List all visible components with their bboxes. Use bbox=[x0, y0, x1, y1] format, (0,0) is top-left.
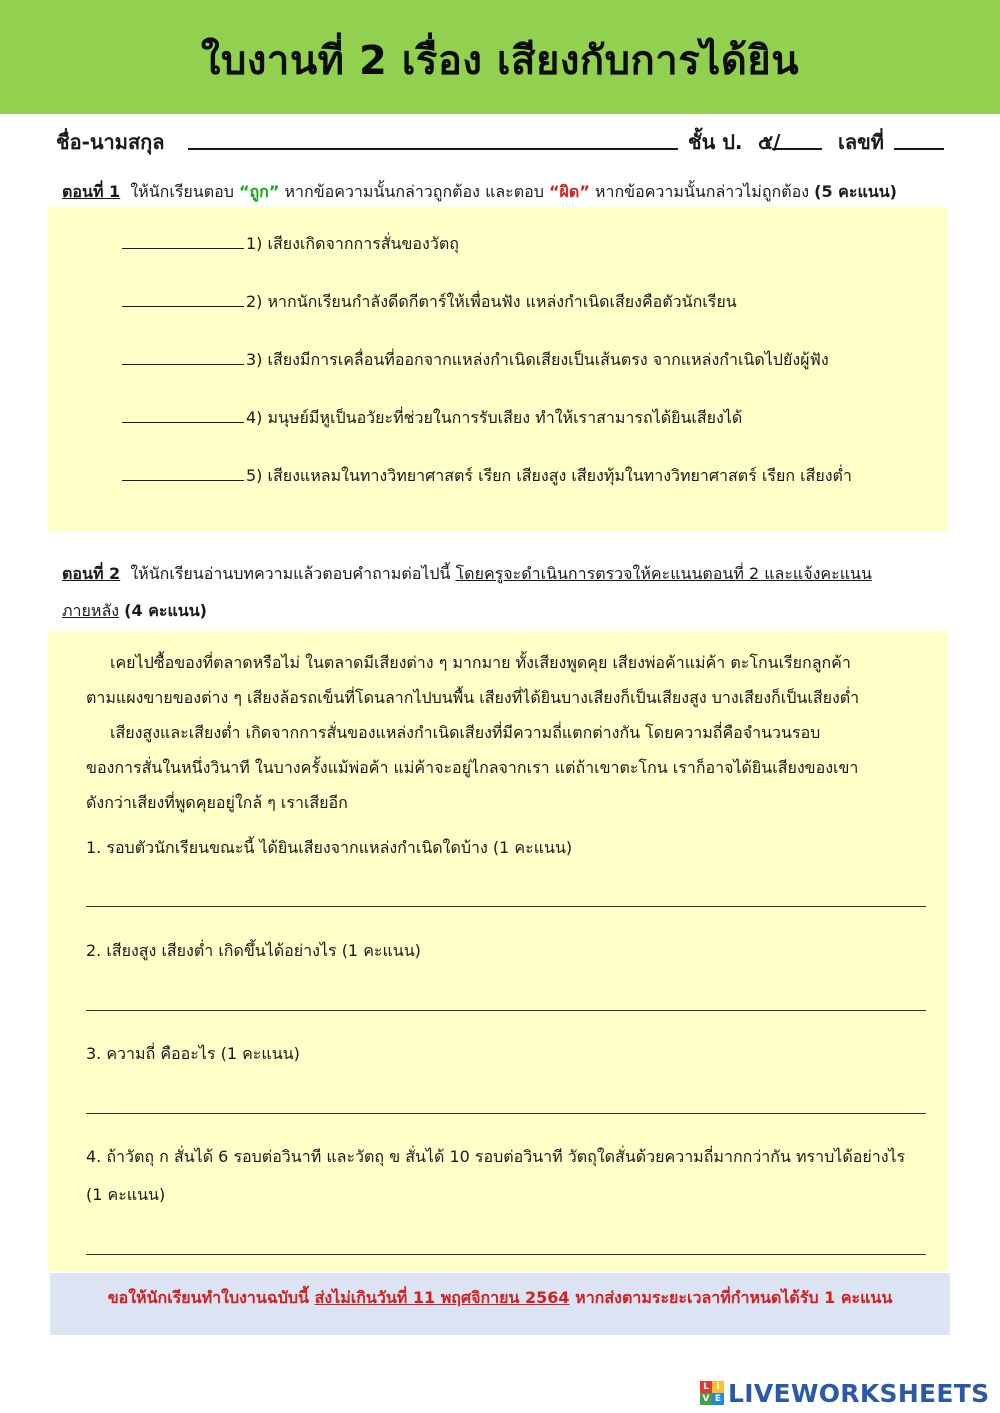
deadline-text-a: ขอให้นักเรียนทำใบงานฉบับนี้ bbox=[107, 1288, 309, 1307]
answer-blank[interactable] bbox=[122, 467, 244, 481]
number-label: เลขที่ bbox=[838, 130, 884, 154]
word-true: “ถูก” bbox=[238, 182, 280, 201]
question-1: 1. รอบตัวนักเรียนขณะนี้ ได้ยินเสียงจากแหล่งกำเนิดใดบ้าง (1 คะแนน) bbox=[86, 838, 573, 857]
question-3: 3. ความถี่ คืออะไร (1 คะแนน) bbox=[86, 1044, 300, 1063]
passage-line: ตามแผงขายของต่าง ๆ เสียงล้อรถเข็นที่โดนลากไปบนพื้น เสียงที่ได้ยินบางเสียงก็เป็นเสียงสูง บางเสียงก็เป็นเสียงต่ำ bbox=[86, 688, 860, 707]
tf-item-text: 2) หากนักเรียนกำลังดีดกีตาร์ให้เพื่อนฟัง แหล่งกำเนิดเสียงคือตัวนักเรียน bbox=[246, 292, 737, 311]
part1-label: ตอนที่ 1 bbox=[62, 182, 121, 201]
passage-line: ดังกว่าเสียงที่พูดคุยอยู่ใกล้ ๆ เราเสียอีก bbox=[86, 793, 348, 812]
deadline-box bbox=[50, 1273, 950, 1335]
liveworksheets-logo-icon bbox=[700, 1381, 724, 1405]
tf-item bbox=[122, 464, 852, 489]
answer-blank[interactable] bbox=[122, 409, 244, 423]
part2-instruction-later: ภายหลัง bbox=[62, 601, 120, 620]
answer-blank[interactable] bbox=[122, 293, 244, 307]
part2-instruction-underlined: โดยครูจะดำเนินการตรวจให้คะแนนตอนที่ 2 และแจ้งคะแนน bbox=[455, 564, 872, 583]
student-info-row bbox=[56, 126, 946, 160]
name-field[interactable] bbox=[188, 148, 678, 150]
part2-heading-line2 bbox=[62, 599, 207, 624]
answer-line-2[interactable] bbox=[86, 1010, 926, 1011]
tf-item-text: 4) มนุษย์มีหูเป็นอวัยะที่ช่วยในการรับเสียง ทำให้เราสามารถได้ยินเสียงได้ bbox=[246, 408, 743, 427]
passage bbox=[86, 645, 926, 820]
brand-name: LIVEWORKSHEETS bbox=[728, 1378, 990, 1408]
question-2: 2. เสียงสูง เสียงต่ำ เกิดขึ้นได้อย่างไร (1 คะแนน) bbox=[86, 941, 421, 960]
deadline-text bbox=[50, 1286, 950, 1311]
logo-letter: i bbox=[712, 1381, 724, 1393]
answer-line-4[interactable] bbox=[86, 1254, 926, 1255]
tf-item-text: 5) เสียงแหลมในทางวิทยาศาสตร์ เรียก เสียงสูง เสียงทุ้มในทางวิทยาศาสตร์ เรียก เสียงต่ำ bbox=[246, 466, 852, 485]
question-4-points: (1 คะแนน) bbox=[86, 1185, 166, 1204]
page-title: ใบงานที่ 2 เรื่อง เสียงกับการได้ยิน bbox=[200, 38, 800, 84]
class-label: ชั้น ป. bbox=[688, 130, 743, 154]
logo-letter: E bbox=[712, 1393, 724, 1405]
part2-heading bbox=[62, 562, 872, 587]
passage-line: เคยไปซื้อของที่ตลาดหรือไม่ ในตลาดมีเสียงต่าง ๆ มากมาย ทั้งเสียงพูดคุย เสียงพ่อค้าแม่ค้า ตะโกนเรียกลูกค้า bbox=[110, 653, 851, 672]
part1-instruction-b: หากข้อความนั้นกล่าวถูกต้อง และตอบ bbox=[284, 182, 544, 201]
part1-heading bbox=[62, 180, 897, 205]
answer-line-1[interactable] bbox=[86, 906, 926, 907]
word-false: “ผิด” bbox=[549, 182, 590, 201]
class-value: ๕/ bbox=[758, 130, 781, 154]
question-4: 4. ถ้าวัตถุ ก สั่นได้ 6 รอบต่อวินาที และวัตถุ ข สั่นได้ 10 รอบต่อวินาที วัตถุใดสั่นด้วยความถี่มากกว่ากัน ทราบได้อย่างไร bbox=[86, 1147, 906, 1166]
tf-item bbox=[122, 232, 459, 257]
tf-item bbox=[122, 406, 742, 431]
tf-item bbox=[122, 348, 829, 373]
tf-item-text: 3) เสียงมีการเคลื่อนที่ออกจากแหล่งกำเนิดเสียงเป็นเส้นตรง จากแหล่งกำเนิดไปยังผู้ฟัง bbox=[246, 350, 829, 369]
brand-watermark bbox=[700, 1378, 989, 1408]
logo-letter: V bbox=[700, 1393, 712, 1405]
passage-line: ของการสั่นในหนึ่งวินาที ในบางครั้งแม้พ่อค้า แม่ค้าจะอยู่ไกลจากเรา แต่ถ้าเขาตะโกน เราก็อาจได้ยินเสียงของเขา bbox=[86, 758, 859, 777]
part1-instruction-a: ให้นักเรียนตอบ bbox=[130, 182, 234, 201]
tf-item-text: 1) เสียงเกิดจากการสั่นของวัตถุ bbox=[246, 234, 459, 253]
class-room-field[interactable] bbox=[772, 148, 822, 150]
answer-blank[interactable] bbox=[122, 351, 244, 365]
part2-instruction-a: ให้นักเรียนอ่านบทความแล้วตอบคำถามต่อไปนี้ bbox=[130, 564, 451, 583]
part1-points: (5 คะแนน) bbox=[814, 182, 897, 201]
part2-label: ตอนที่ 2 bbox=[62, 564, 121, 583]
answer-blank[interactable] bbox=[122, 235, 244, 249]
tf-item bbox=[122, 290, 737, 315]
part2-points: (4 คะแนน) bbox=[124, 601, 207, 620]
part1-instruction-c: หากข้อความนั้นกล่าวไม่ถูกต้อง bbox=[594, 182, 810, 201]
passage-line: เสียงสูงและเสียงต่ำ เกิดจากการสั่นของแหล่งกำเนิดเสียงที่มีความถี่แตกต่างกัน โดยความถี่คือจำนวนรอบ bbox=[110, 723, 821, 742]
deadline-text-b: หากส่งตามระยะเวลาที่กำหนดได้รับ 1 คะแนน bbox=[575, 1288, 893, 1307]
title-banner bbox=[0, 0, 1000, 114]
logo-letter: L bbox=[700, 1381, 712, 1393]
deadline-date: ส่งไม่เกินวันที่ 11 พฤศจิกายน 2564 bbox=[314, 1288, 570, 1307]
number-field[interactable] bbox=[894, 148, 944, 150]
answer-line-3[interactable] bbox=[86, 1113, 926, 1114]
name-label: ชื่อ-นามสกุล bbox=[56, 130, 165, 154]
